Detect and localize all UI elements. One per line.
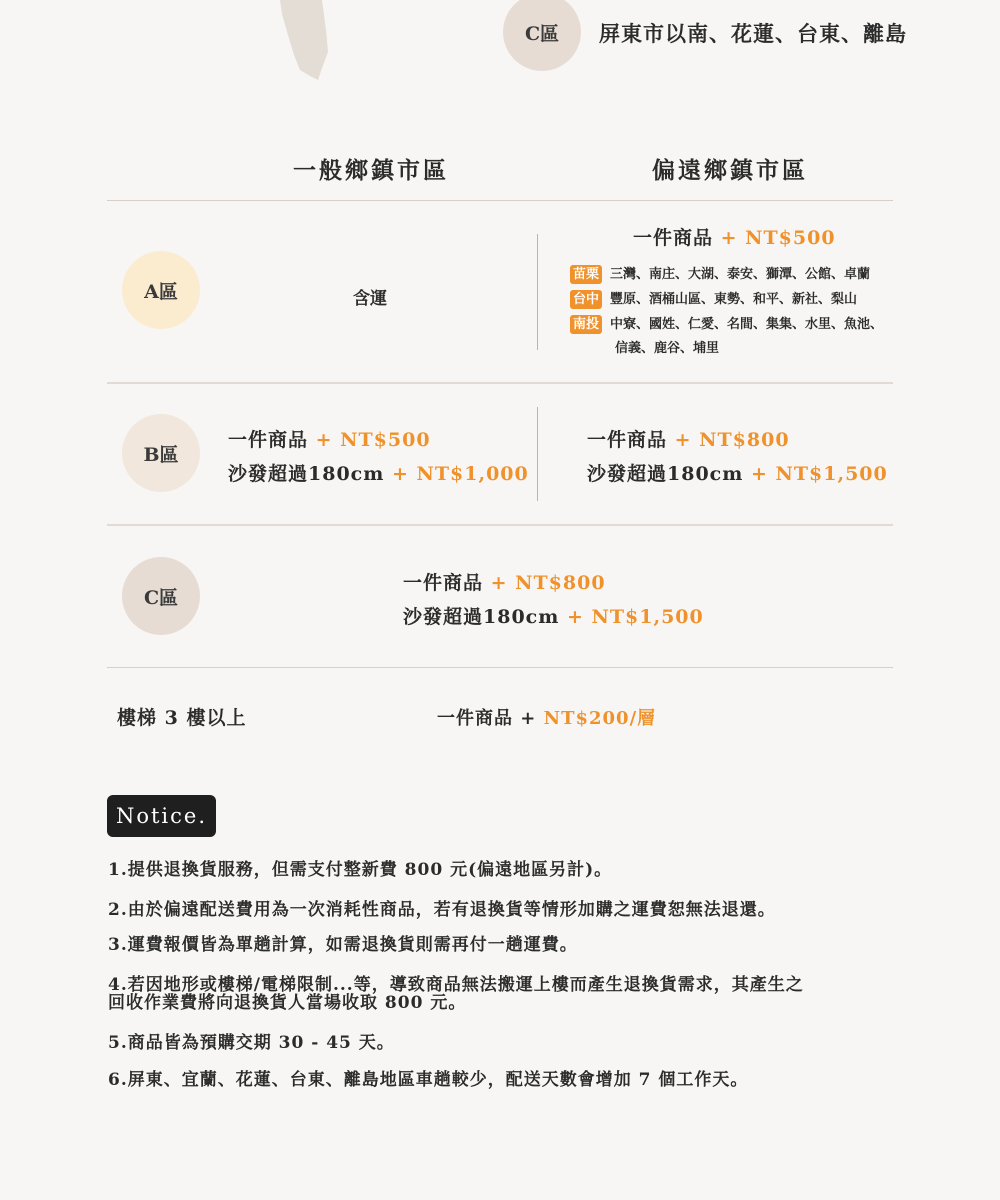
region-tag: 苗栗: [570, 265, 602, 284]
region-row-nantou-continued: 信義、鹿谷、埔里: [615, 341, 720, 356]
divider: [107, 667, 893, 668]
taiwan-map-fragment: [270, 0, 340, 90]
column-divider: [537, 407, 538, 501]
fee-label: 一件商品: [587, 429, 668, 451]
notice-item-1: 1.提供退換貨服務，但需支付整新費 800 元(偏遠地區另計)。: [108, 860, 613, 880]
fee-value: + NT$500: [720, 227, 836, 249]
region-towns: 中寮、國姓、仁愛、名間、集集、水里、魚池、: [610, 317, 884, 332]
zone-c-sofa-fee: [403, 602, 704, 629]
notice-item-5: 5.商品皆為預購交期 30 - 45 天。: [108, 1033, 395, 1053]
fee-label: 一件商品: [228, 429, 309, 451]
fee-label: 沙發超過180cm: [403, 606, 560, 628]
notice-item-4-continued: 回收作業費將向退換貨人當場收取 800 元。: [108, 993, 467, 1013]
zone-c-legend-description: 屏東市以南、花蓮、台東、離島: [599, 21, 907, 46]
region-row-miaoli: [570, 265, 870, 284]
notice-item-4: 4.若因地形或樓梯/電梯限制...等，導致商品無法搬運上樓而產生退換貨需求，其產生之: [108, 975, 804, 995]
header-remote-areas: 偏遠鄉鎮市區: [652, 157, 808, 184]
column-divider: [537, 234, 538, 350]
zone-a-remote-fee: [633, 223, 836, 250]
notice-title-badge: Notice.: [107, 795, 216, 837]
fee-value: + NT$500: [315, 429, 431, 451]
zone-b-general-sofa-fee: [228, 459, 529, 486]
region-row-taichung: [570, 290, 857, 309]
zone-b-badge: B區: [122, 414, 200, 492]
divider: [107, 524, 893, 526]
zone-b-general-item-fee: [228, 425, 431, 452]
stairs-label: 樓梯 3 樓以上: [117, 707, 247, 729]
fee-value: + NT$800: [490, 572, 606, 594]
fee-label: 一件商品: [633, 227, 714, 249]
fee-value: NT$200/層: [543, 708, 657, 729]
zone-c-item-fee: [403, 568, 606, 595]
fee-label: 一件商品 +: [437, 708, 537, 729]
zone-b-remote-item-fee: [587, 425, 790, 452]
fee-label: 沙發超過180cm: [587, 463, 744, 485]
fee-value: + NT$800: [674, 429, 790, 451]
fee-label: 沙發超過180cm: [228, 463, 385, 485]
zone-c-legend-badge: C區: [503, 0, 581, 71]
region-tag: 台中: [570, 290, 602, 309]
fee-label: 一件商品: [403, 572, 484, 594]
region-towns: 三灣、南庄、大湖、泰安、獅潭、公館、卓蘭: [610, 267, 871, 282]
fee-value: + NT$1,500: [750, 463, 888, 485]
fee-value: + NT$1,500: [566, 606, 704, 628]
notice-item-3: 3.運費報價皆為單趟計算，如需退換貨則需再付一趟運費。: [108, 935, 578, 955]
divider: [107, 382, 893, 384]
divider: [107, 200, 893, 201]
region-row-nantou: [570, 315, 883, 334]
stairs-fee: [437, 704, 656, 730]
zone-c-badge: C區: [122, 557, 200, 635]
notice-item-2: 2.由於偏遠配送費用為一次消耗性商品，若有退換貨等情形加購之運費恕無法退還。: [108, 900, 776, 920]
region-tag: 南投: [570, 315, 602, 334]
header-general-areas: 一般鄉鎮市區: [293, 157, 449, 184]
zone-a-general-fee: 含運: [353, 289, 387, 309]
notice-item-6: 6.屏東、宜蘭、花蓮、台東、離島地區車趟較少，配送天數會增加 7 個工作天。: [108, 1070, 749, 1090]
zone-b-remote-sofa-fee: [587, 459, 888, 486]
fee-value: + NT$1,000: [391, 463, 529, 485]
region-towns: 豐原、酒桶山區、東勢、和平、新社、梨山: [610, 292, 858, 307]
zone-a-badge: A區: [122, 251, 200, 329]
